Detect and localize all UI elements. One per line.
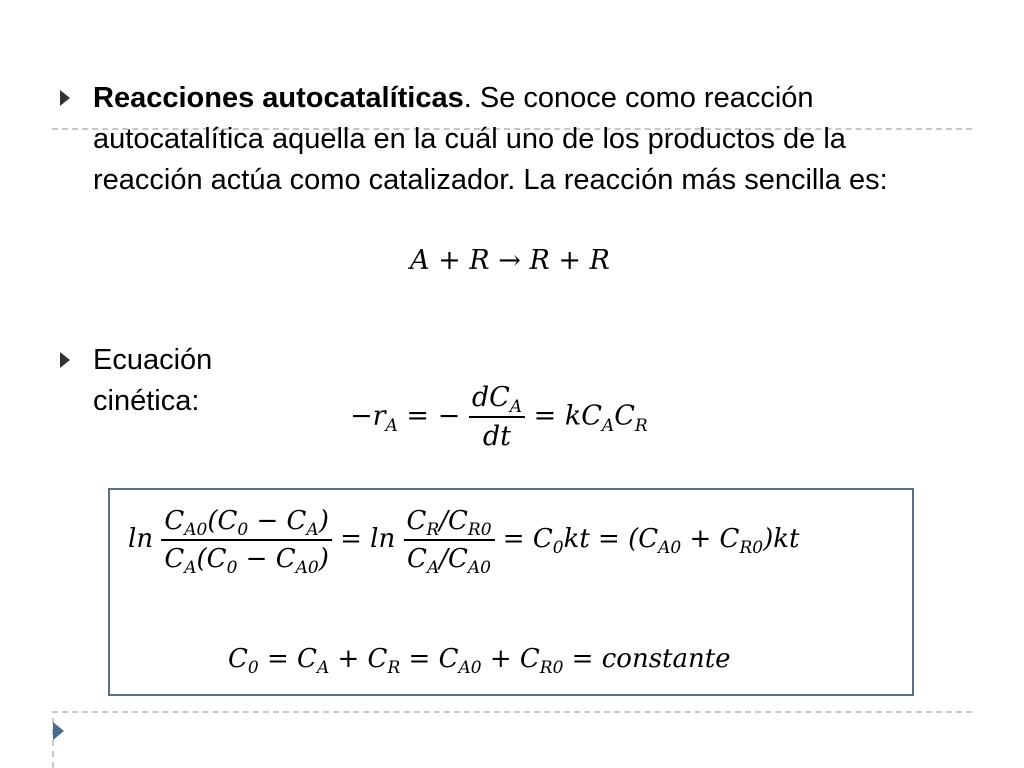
f2-den-a-sub: A bbox=[426, 558, 440, 578]
f2-num-b: /C bbox=[439, 506, 468, 536]
f2-num-b-sub: R0 bbox=[467, 520, 492, 540]
bullet1-bold-term: Reacciones autocatalíticas bbox=[93, 82, 464, 114]
f1-den-a: C bbox=[164, 544, 185, 574]
bottom-dashed-divider bbox=[52, 711, 972, 713]
t2-sub: A0 bbox=[658, 538, 682, 558]
rate-rhs-sub2: R bbox=[634, 415, 648, 436]
f1-num-a: C bbox=[164, 506, 185, 536]
t3: + C bbox=[681, 524, 740, 554]
f1-num-c: − C bbox=[248, 506, 307, 536]
reaction-right: R + R bbox=[529, 245, 610, 276]
c-a: C bbox=[228, 644, 248, 674]
f2-num-a-sub: R bbox=[426, 520, 440, 540]
f2-den-b: /C bbox=[439, 544, 468, 574]
constant-equation bbox=[228, 644, 731, 678]
rate-lhs: −r bbox=[350, 400, 386, 432]
bullet1-line3: reacción actúa como catalizador. La reacción más sencilla es: bbox=[93, 164, 888, 196]
c-e: + C bbox=[481, 644, 540, 674]
bullet-arrow-icon bbox=[60, 352, 70, 368]
c-f: = constante bbox=[563, 644, 731, 674]
reaction-arrow: → bbox=[498, 245, 521, 276]
f1-num-c-sub: A bbox=[306, 520, 319, 540]
c-c-sub: R bbox=[387, 658, 401, 678]
c-d-sub: A0 bbox=[458, 658, 482, 678]
f2-num-a: C bbox=[406, 506, 427, 536]
bullet1-line2: autocatalítica aquella en la cuál uno de los productos de la bbox=[93, 123, 846, 155]
rate-eq1: = − bbox=[406, 400, 461, 432]
rate-lhs-sub: A bbox=[385, 415, 398, 436]
f1-num-d: ) bbox=[318, 506, 329, 536]
c-e-sub: R0 bbox=[539, 658, 564, 678]
rate-fraction-num bbox=[469, 382, 525, 418]
rate-rhs-c: C bbox=[614, 400, 635, 432]
bullet-autocatalytic-text bbox=[93, 78, 973, 201]
f1-den-b: (C bbox=[196, 544, 227, 574]
rate-rhs: = kC bbox=[533, 400, 602, 432]
bullet2-text: Ecuación cinética: bbox=[93, 344, 213, 417]
fraction-1-num bbox=[161, 506, 332, 541]
fraction-2-den bbox=[404, 541, 495, 578]
c-a-sub: 0 bbox=[247, 658, 259, 678]
t1-sub: 0 bbox=[552, 538, 564, 558]
fraction-2-num bbox=[404, 506, 495, 541]
integrated-equation bbox=[128, 506, 800, 578]
rate-fraction bbox=[469, 382, 525, 452]
c-b-sub: A bbox=[316, 658, 330, 678]
f1-den-a-sub: A bbox=[184, 558, 197, 578]
fraction-1-den bbox=[161, 541, 332, 578]
ln-1: ln bbox=[128, 524, 154, 554]
t3-sub: R0 bbox=[739, 538, 764, 558]
c-c: + C bbox=[329, 644, 388, 674]
rate-num-sub: A bbox=[509, 397, 523, 417]
slide-nav-arrow-icon[interactable] bbox=[53, 722, 64, 740]
f1-den-b-sub: 0 bbox=[226, 558, 238, 578]
f2-den-a: C bbox=[407, 544, 427, 574]
f1-den-c: − C bbox=[237, 544, 296, 574]
t1: = C bbox=[502, 524, 553, 554]
c-b: = C bbox=[258, 644, 317, 674]
rate-num: dC bbox=[471, 382, 510, 413]
f1-num-a-sub: A0 bbox=[184, 520, 208, 540]
fraction-1 bbox=[161, 506, 332, 578]
f1-den-d: ) bbox=[318, 544, 329, 574]
eq-ln: = ln bbox=[340, 524, 396, 554]
reaction-equation bbox=[410, 245, 610, 276]
f1-den-c-sub: A0 bbox=[295, 558, 319, 578]
reaction-left: A + R bbox=[410, 245, 490, 276]
rate-fraction-den: dt bbox=[482, 421, 512, 452]
t4: )kt bbox=[763, 524, 800, 554]
rate-rhs-sub1: A bbox=[601, 415, 615, 436]
c-d: = C bbox=[400, 644, 459, 674]
bullet-arrow-icon bbox=[60, 90, 70, 106]
f1-num-b: (C bbox=[207, 506, 238, 536]
f1-num-b-sub: 0 bbox=[237, 520, 249, 540]
bullet1-line1-rest: . Se conoce como reacción bbox=[463, 82, 814, 114]
t2: kt = (C bbox=[563, 524, 659, 554]
bullet1-line1 bbox=[93, 78, 973, 119]
f2-den-b-sub: A0 bbox=[467, 558, 491, 578]
fraction-2 bbox=[404, 506, 495, 578]
rate-equation bbox=[350, 382, 648, 452]
